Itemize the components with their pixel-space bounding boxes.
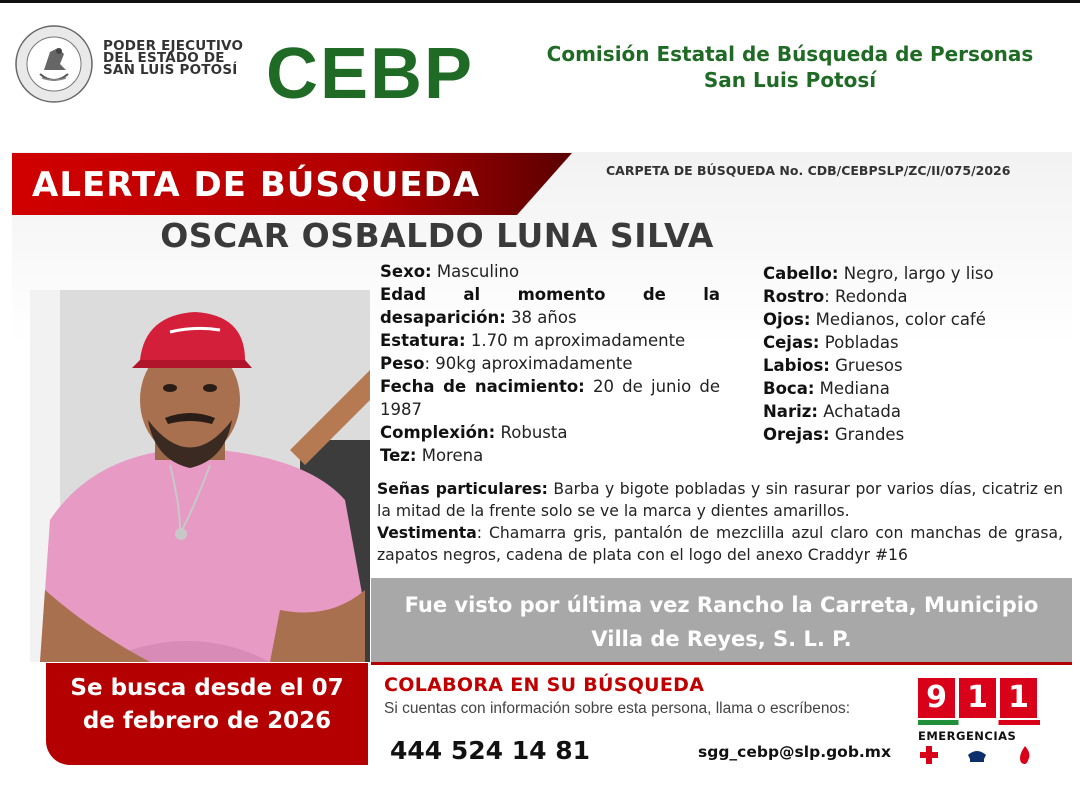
contact-email-link[interactable]: sgg_cebp@slp.gob.mx <box>698 743 891 761</box>
detail-label: Rostro <box>763 287 825 306</box>
detail-sex <box>380 260 720 283</box>
emergency-digits <box>918 678 1040 718</box>
last-seen-line-2: Villa de Reyes, S. L. P. <box>591 627 852 651</box>
physical-details-left <box>380 260 720 467</box>
detail-label: Edad al momento de la desaparición: <box>380 285 720 327</box>
clothing <box>377 522 1063 566</box>
detail-value: Robusta <box>495 423 568 442</box>
alert-banner-title: ALERTA DE BÚSQUEDA <box>32 165 481 205</box>
detail-value: Achatada <box>817 402 902 421</box>
fire-icon <box>1014 745 1036 765</box>
detail-value: Grandes <box>829 425 905 444</box>
detail-label: Peso <box>380 354 425 373</box>
detail-label: Tez: <box>380 446 417 465</box>
search-since-line-1: Se busca desde el 07 <box>70 675 344 701</box>
emergency-icons <box>918 745 1036 765</box>
clothing-label: Vestimenta <box>377 524 477 542</box>
detail-build <box>380 421 720 444</box>
last-seen-text <box>371 588 1072 656</box>
missing-person-photo <box>30 290 370 662</box>
particular-signs-label: Señas particulares: <box>377 480 548 498</box>
detail-height <box>380 329 720 352</box>
commission-line-2: San Luis Potosí <box>703 68 877 92</box>
detail-lips <box>763 354 1063 377</box>
detail-label: Estatura: <box>380 331 466 350</box>
detail-birthdate <box>380 375 720 421</box>
particular-signs-block <box>377 478 1063 566</box>
detail-nose <box>763 400 1063 423</box>
contact-phone-link[interactable]: 444 524 14 81 <box>390 736 591 765</box>
commission-title <box>500 41 1080 93</box>
detail-label: Complexión: <box>380 423 496 442</box>
detail-hair <box>763 262 1063 285</box>
gov-line-1: PODER EJECUTIVO <box>103 38 244 54</box>
detail-label: Ojos: <box>763 310 811 329</box>
last-seen-line-1: Fue visto por última vez Rancho la Carreta, Municipio <box>404 593 1039 617</box>
red-divider <box>371 662 1072 665</box>
detail-value: 20 de junio de 1987 <box>380 377 720 419</box>
emergency-digit: 9 <box>918 678 955 718</box>
detail-eyebrows <box>763 331 1063 354</box>
emergency-label: EMERGENCIAS <box>918 729 1017 743</box>
detail-value: Mediana <box>814 379 890 398</box>
missing-person-name: OSCAR OSBALDO LUNA SILVA <box>160 216 714 255</box>
detail-value: : 90kg aproximadamente <box>424 354 633 373</box>
gov-line-2: DEL ESTADO DE <box>103 50 225 66</box>
physical-details-right <box>763 262 1063 446</box>
emergency-digit: 1 <box>1000 678 1037 718</box>
emergency-stripe <box>918 720 1040 725</box>
detail-weight <box>380 352 720 375</box>
detail-ears <box>763 423 1063 446</box>
detail-value: Morena <box>416 446 484 465</box>
search-folder-number: CARPETA DE BÚSQUEDA No. CDB/CEBPSLP/ZC/II/075/2026 <box>606 163 1011 178</box>
detail-value: 1.70 m aproximadamente <box>465 331 686 350</box>
detail-label: Labios: <box>763 356 830 375</box>
gov-line-3: SAN LUIS POTOSÍ <box>103 62 238 78</box>
detail-label: Nariz: <box>763 402 818 421</box>
coat-of-arms-seal-icon <box>14 24 94 104</box>
detail-value: Negro, largo y liso <box>838 264 994 283</box>
detail-mouth <box>763 377 1063 400</box>
search-since-line-2: de febrero de 2026 <box>82 708 332 734</box>
collaborate-subtitle: Si cuentas con información sobre esta persona, llama o escríbenos: <box>384 700 851 717</box>
detail-label: Cejas: <box>763 333 820 352</box>
police-cap-icon <box>966 745 988 765</box>
emergency-digit: 1 <box>959 678 996 718</box>
detail-value: Pobladas <box>819 333 899 352</box>
detail-label: Boca: <box>763 379 815 398</box>
particular-signs <box>377 478 1063 522</box>
detail-age <box>380 283 720 329</box>
detail-value: Gruesos <box>829 356 903 375</box>
detail-value: 38 años <box>505 308 577 327</box>
detail-label: Sexo: <box>380 262 432 281</box>
detail-value: Masculino <box>431 262 520 281</box>
detail-eyes <box>763 308 1063 331</box>
search-since-text <box>46 672 368 738</box>
detail-label: Cabello: <box>763 264 839 283</box>
state-government-label <box>103 40 243 76</box>
collaborate-title: COLABORA EN SU BÚSQUEDA <box>384 674 705 696</box>
detail-label: Orejas: <box>763 425 830 444</box>
detail-label: Fecha de nacimiento: <box>380 377 585 396</box>
detail-value: Medianos, color café <box>810 310 986 329</box>
emergency-911-logo <box>918 678 1040 774</box>
detail-value: : Redonda <box>824 287 908 306</box>
top-border <box>0 0 1080 3</box>
detail-skin <box>380 444 720 467</box>
commission-line-1: Comisión Estatal de Búsqueda de Personas <box>546 42 1034 66</box>
detail-face <box>763 285 1063 308</box>
clothing-value: : Chamarra gris, pantalón de mezclilla azul claro con manchas de grasa, zapatos negros, cadena de plata con el logo del anexo Craddyr #16 <box>377 524 1063 564</box>
particular-signs-value: Barba y bigote pobladas y sin rasurar por varios días, cicatriz en la mitad de la frente solo se ve la marca y dientes amarillos. <box>377 480 1063 520</box>
cebp-logo: CEBP <box>266 34 475 114</box>
medical-cross-icon <box>918 745 940 765</box>
